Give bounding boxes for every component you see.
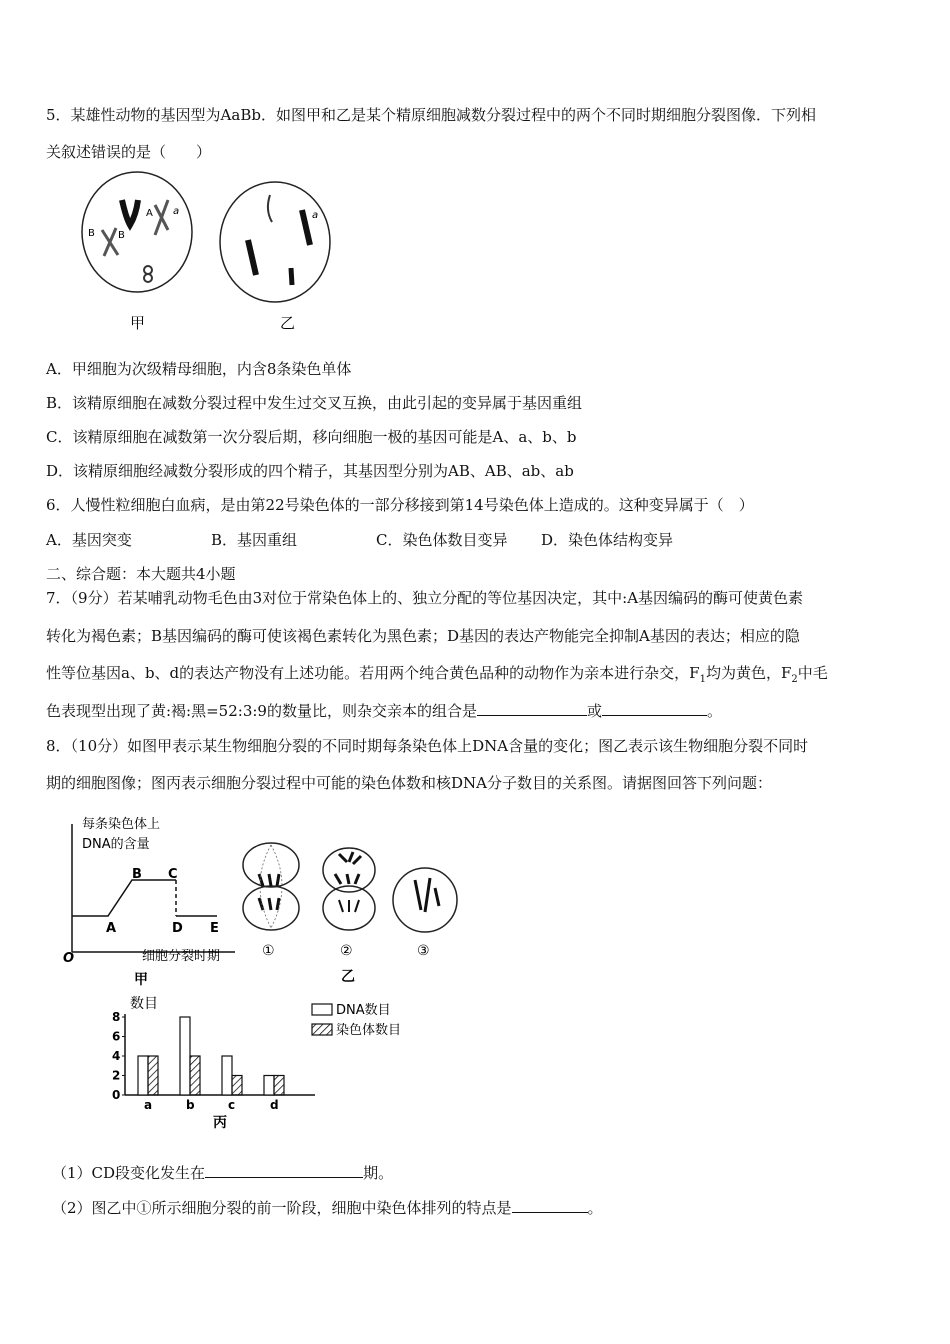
q5-stem-line1: 5．某雄性动物的基因型为AaBb．如图甲和乙是某个精原细胞减数分裂过程中的两个不同时期细胞分裂图像．下列相 <box>46 106 816 124</box>
q8-sub1: （1）CD段变化发生在 期。 <box>52 1164 394 1182</box>
fig-jia-graph <box>60 812 245 992</box>
fig-jia-caption: 甲 <box>134 972 148 988</box>
y-tick-label: 0 <box>112 1088 121 1102</box>
bar-dna-d <box>264 1076 274 1096</box>
chromosome <box>122 200 138 225</box>
legend-chromosome-swatch <box>312 1024 332 1035</box>
bar-dna-c <box>222 1056 232 1095</box>
y-tick-label: 8 <box>112 1010 121 1024</box>
chromosome <box>248 240 256 275</box>
legend-chromosome-label: 染色体数目 <box>336 1023 402 1038</box>
section-heading: 二、综合题：本大题共4小题 <box>46 565 236 583</box>
q8-line1: 8．（10分）如图甲表示某生物细胞分裂的不同时期每条染色体上DNA含量的变化；图乙表示该生物细胞分裂不同时 <box>46 737 809 755</box>
y-tick-label: 6 <box>112 1029 121 1044</box>
figure-label-jia: 甲 <box>130 314 146 332</box>
answer-blank[interactable] <box>477 701 587 716</box>
fig-jia-ylabel1: 每条染色体上 <box>82 817 161 832</box>
fig-jia-xlabel: 细胞分裂时期 <box>142 949 221 964</box>
chromosome <box>144 274 152 282</box>
fig-jia-ylabel2: DNA的含量 <box>82 837 150 852</box>
q7-line4: 色表现型出现了黄:褐:黑=52:3:9的数量比，则杂交亲本的组合是 或 。 <box>46 702 722 720</box>
gene-B-label: B <box>88 228 95 239</box>
chart-title: 丙 <box>213 1115 227 1131</box>
q6-stem: 6．人慢性粒细胞白血病，是由第22号染色体的一部分移接到第14号染色体上造成的。这种变异属于（ ） <box>46 496 754 514</box>
q5-option-d[interactable]: D．该精原细胞经减数分裂形成的四个精子，其基因型分别为AB、AB、ab、ab <box>46 462 574 480</box>
x-tick-label: d <box>270 1098 279 1112</box>
bar-dna-b <box>180 1017 190 1095</box>
cell-label-2: ② <box>340 943 353 959</box>
cell-1 <box>243 843 299 930</box>
q7-line1: 7．（9分）若某哺乳动物毛色由3对位于常染色体上的、独立分配的等位基因决定，其中:A基因编码的酶可使黄色素 <box>46 589 804 607</box>
q7-line2: 转化为褐色素；B基因编码的酶可使该褐色素转化为黑色素；D基因的表达产物能完全抑制A基因的表达；相应的隐 <box>46 627 800 645</box>
answer-blank[interactable] <box>205 1163 363 1178</box>
gene-a-label: a <box>173 206 180 217</box>
origin-label: O <box>63 951 75 966</box>
q5-stem-line2: 关叙述错误的是（ ） <box>46 143 212 161</box>
x-tick-label: b <box>186 1098 195 1112</box>
gene-B-label: B <box>118 230 125 241</box>
bar-chromosome-a <box>148 1056 158 1095</box>
cell-3 <box>393 868 457 932</box>
q8-line2: 期的细胞图像；图丙表示细胞分裂过程中可能的染色体数和核DNA分子数目的关系图。请据图回答下列问题： <box>46 774 772 792</box>
bar-dna-a <box>138 1056 148 1095</box>
gene-A-label: A <box>146 208 153 219</box>
chromosome <box>155 200 168 235</box>
q5-option-c[interactable]: C．该精原细胞在减数第一次分裂后期，移向细胞一极的基因可能是A、a、b、b <box>46 428 577 446</box>
q6-option-b[interactable]: B．基因重组 <box>211 531 298 549</box>
point-A: A <box>106 921 117 936</box>
answer-blank[interactable] <box>602 701 707 716</box>
bar-chromosome-c <box>232 1076 242 1096</box>
chromosome <box>144 266 152 274</box>
figure-label-yi: 乙 <box>280 314 296 332</box>
point-C: C <box>168 867 178 882</box>
cell-2 <box>323 848 375 930</box>
point-D: D <box>172 921 183 936</box>
cell-label-1: ① <box>262 943 275 959</box>
q6-option-c[interactable]: C．染色体数目变异 <box>376 531 508 549</box>
bar-chromosome-b <box>190 1056 200 1095</box>
fig-yi-caption: 乙 <box>341 969 355 985</box>
dna-curve <box>72 880 176 916</box>
q8-sub2: （2）图乙中①所示细胞分裂的前一阶段，细胞中染色体排列的特点是 。 <box>52 1199 603 1217</box>
point-E: E <box>210 921 219 936</box>
q7-line3: 性等位基因a、b、d的表达产物没有上述功能。若用两个纯合黄色品种的动物作为亲本进行杂交，$F_1$均为黄色，$F_2$中毛 <box>46 664 828 685</box>
answer-blank[interactable] <box>512 1198 588 1213</box>
q5-option-a[interactable]: A．甲细胞为次级精母细胞，内含8条染色单体 <box>46 360 352 378</box>
cell-yi <box>220 182 330 302</box>
y-tick-label: 4 <box>112 1049 121 1063</box>
legend-dna-label: DNA数目 <box>336 1003 391 1018</box>
chromosome <box>268 195 272 222</box>
q6-option-d[interactable]: D．染色体结构变异 <box>541 531 674 549</box>
bar-chromosome-d <box>274 1076 284 1096</box>
chromosome <box>291 268 292 285</box>
q6-option-a[interactable]: A．基因突变 <box>46 531 132 549</box>
y-tick-label: 2 <box>112 1068 121 1083</box>
chart-ylabel: 数目 <box>130 996 158 1012</box>
x-tick-label: a <box>144 1098 153 1112</box>
gene-a-label-yi: a <box>312 210 319 221</box>
cell-jia <box>82 172 192 292</box>
fig-bing-chart <box>100 992 430 1132</box>
q5-figure <box>80 170 340 335</box>
legend-dna-swatch <box>312 1004 332 1015</box>
chromosome <box>302 210 310 245</box>
chromosome <box>102 228 118 256</box>
x-tick-label: c <box>228 1098 236 1112</box>
point-B: B <box>132 867 142 882</box>
cell-label-3: ③ <box>417 943 430 959</box>
fig-yi-cells <box>235 840 475 985</box>
q5-option-b[interactable]: B．该精原细胞在减数分裂过程中发生过交叉互换，由此引起的变异属于基因重组 <box>46 394 583 412</box>
q6-options <box>46 529 673 550</box>
